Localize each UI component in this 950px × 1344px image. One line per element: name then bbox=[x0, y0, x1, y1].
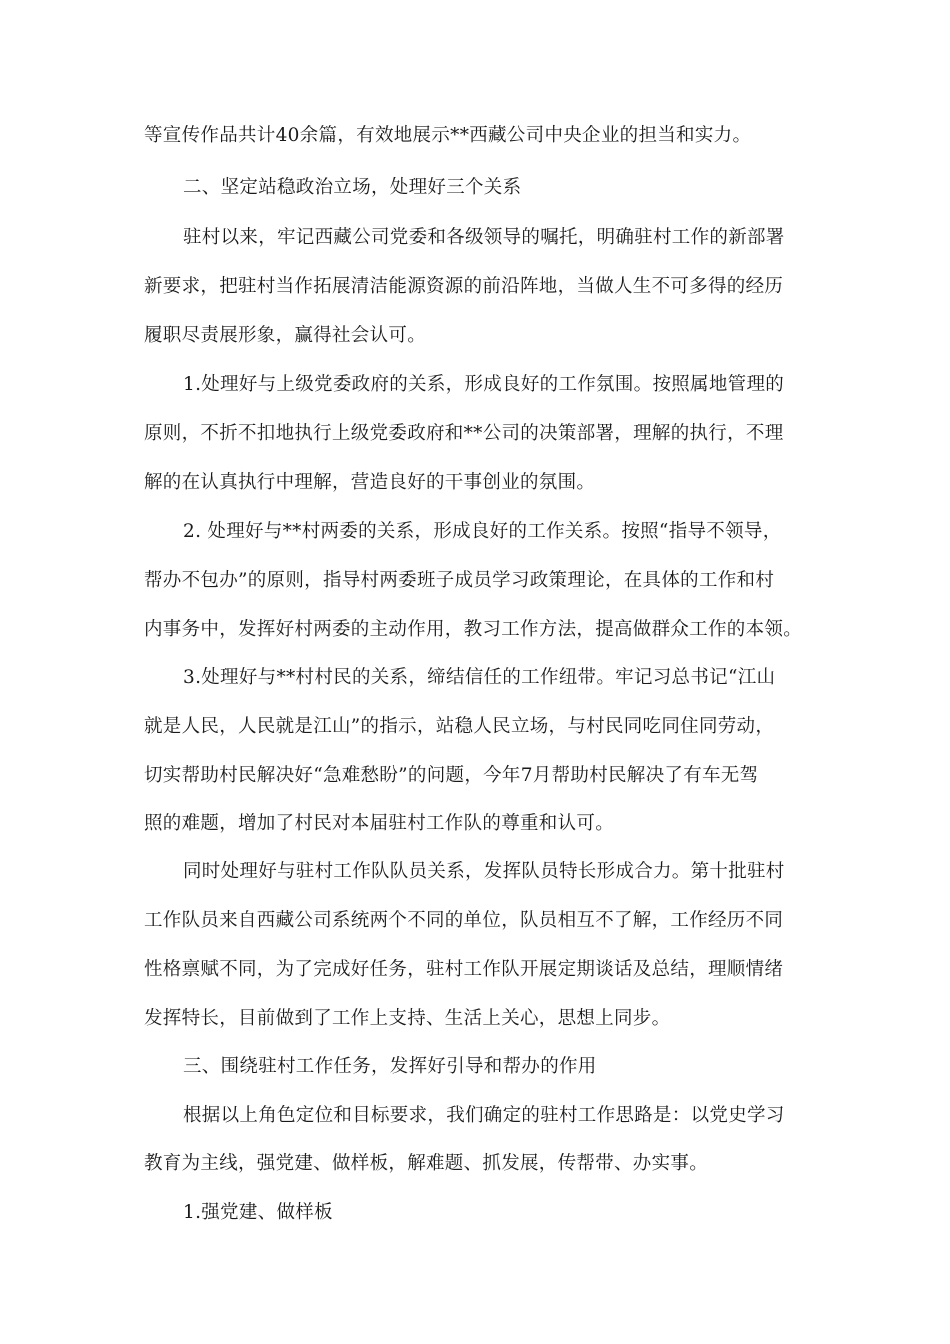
text-line: 发挥特长，目前做到了工作上支持、生活上关心，思想上同步。 bbox=[144, 1008, 671, 1029]
text-line: 切实帮助村民解决好“急难愁盼”的问题，今年7月帮助村民解决了有车无驾 bbox=[144, 765, 759, 786]
text-line: 就是人民，人民就是江山”的指示，站稳人民立场，与村民同吃同住同劳动， bbox=[144, 716, 775, 737]
text-line: 解的在认真执行中理解，营造良好的干事创业的氛围。 bbox=[144, 472, 596, 493]
section-heading: 三、围绕驻村工作任务，发挥好引导和帮办的作用 bbox=[183, 1056, 597, 1077]
text-line: 新要求，把驻村当作拓展清洁能源资源的前沿阵地，当做人生不可多得的经历 bbox=[144, 276, 784, 297]
text-line: 履职尽责展形象，赢得社会认可。 bbox=[144, 325, 427, 346]
text-line: 根据以上角色定位和目标要求，我们确定的驻村工作思路是：以党史学习 bbox=[183, 1105, 785, 1126]
subsection-heading: 1.强党建、做样板 bbox=[183, 1202, 333, 1223]
text-line: 1.处理好与上级党委政府的关系，形成良好的工作氛围。按照属地管理的 bbox=[183, 374, 785, 395]
text-line: 工作队员来自西藏公司系统两个不同的单位，队员相互不了解，工作经历不同 bbox=[144, 910, 784, 931]
text-line: 照的难题，增加了村民对本届驻村工作队的尊重和认可。 bbox=[144, 813, 615, 834]
text-line: 同时处理好与驻村工作队队员关系，发挥队员特长形成合力。第十批驻村 bbox=[183, 861, 785, 882]
text-line: 教育为主线，强党建、做样板，解难题、抓发展，传帮带、办实事。 bbox=[144, 1153, 709, 1174]
text-line: 驻村以来，牢记西藏公司党委和各级领导的嘱托，明确驻村工作的新部署 bbox=[183, 227, 785, 248]
text-line: 原则，不折不扣地执行上级党委政府和**公司的决策部署，理解的执行，不理 bbox=[144, 423, 784, 444]
text-line: 3.处理好与**村村民的关系，缔结信任的工作纽带。牢记习总书记“江山 bbox=[183, 667, 776, 688]
text-line: 等宣传作品共计40余篇，有效地展示**西藏公司中央企业的担当和实力。 bbox=[144, 125, 752, 146]
text-line: 帮办不包办”的原则，指导村两委班子成员学习政策理论，在具体的工作和村 bbox=[144, 570, 775, 591]
text-line: 2. 处理好与**村两委的关系，形成良好的工作关系。按照“指导不领导， bbox=[183, 521, 782, 542]
section-heading: 二、坚定站稳政治立场，处理好三个关系 bbox=[183, 177, 522, 198]
text-line: 内事务中，发挥好村两委的主动作用，教习工作方法，提高做群众工作的本领。 bbox=[144, 619, 803, 640]
text-line: 性格禀赋不同，为了完成好任务，驻村工作队开展定期谈话及总结，理顺情绪 bbox=[144, 959, 784, 980]
